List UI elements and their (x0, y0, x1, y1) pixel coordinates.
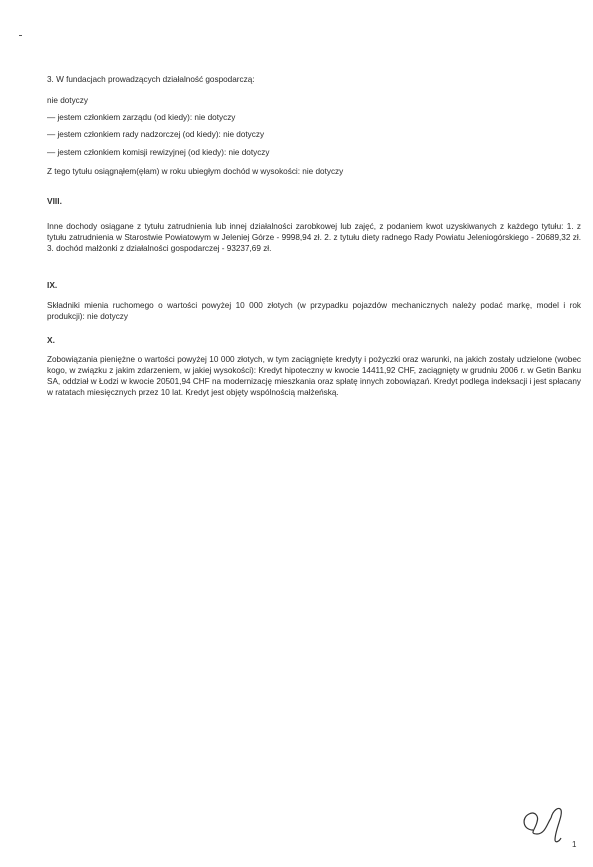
section-ix-heading: IX. (47, 280, 58, 290)
section-x-text: Zobowiązania pieniężne o wartości powyżej 10 000 złotych, w tym zaciągnięte kredyty i pożyczki oraz warunki, na jakich zostały udzielone (wobec kogo, w związku z jakim zdarzeniem, w jakiej wysokości): Kredyt hipoteczny w kwocie 14411,92 CHF, zaciągnięty w grudniu 2006 r. w Getin Banku SA, oddział w Łodzi w kwocie 20501,94 CHF na modernizację mieszkania oraz spłatę innych zobowiązań. Kredyt podlega indeksacji i jest spłacany w ratatach miesięcznych przez 10 lat. Kredyt jest objęty wspólnością małżeńską. (47, 355, 581, 397)
section-ix-text: Składniki mienia ruchomego o wartości powyżej 10 000 złotych (w przypadku pojazdów mechanicznych należy podać markę, model i rok produkcji): nie dotyczy (47, 301, 581, 321)
section-3-answer: nie dotyczy (47, 96, 88, 105)
section-x-heading: X. (47, 335, 55, 345)
section-viii-heading: VIII. (47, 196, 62, 206)
section-viii-text: Inne dochody osiągane z tytułu zatrudnienia lub innej działalności zarobkowej lub zajęć, z podaniem kwot uzyskiwanych z każdego tytułu: 1. z tytułu zatrudnienia w Starostwie Powiatowym w Jeleniej Górze - 9998,94 zł. 2. z tytułu diety radnego Rady Powiatu Jeleniogórskiego - 20689,32 zł. 3. dochód małżonki z działalności gospodarczej - 93237,69 zł. (47, 222, 581, 253)
scan-speck (19, 35, 22, 36)
section-3-item-audit: — jestem członkiem komisji rewizyjnej (od kiedy): nie dotyczy (47, 148, 270, 157)
handwritten-initials (515, 800, 575, 845)
section-3-income: Z tego tytułu osiągnąłem(ęłam) w roku ubiegłym dochód w wysokości: nie dotyczy (47, 167, 344, 176)
section-3-item-board: — jestem członkiem zarządu (od kiedy): nie dotyczy (47, 113, 236, 122)
section-3-title: 3. W fundacjach prowadzących działalność gospodarczą: (47, 75, 255, 84)
section-3-item-supervisory: — jestem członkiem rady nadzorczej (od kiedy): nie dotyczy (47, 130, 265, 139)
page-mark: 1 (572, 840, 577, 849)
